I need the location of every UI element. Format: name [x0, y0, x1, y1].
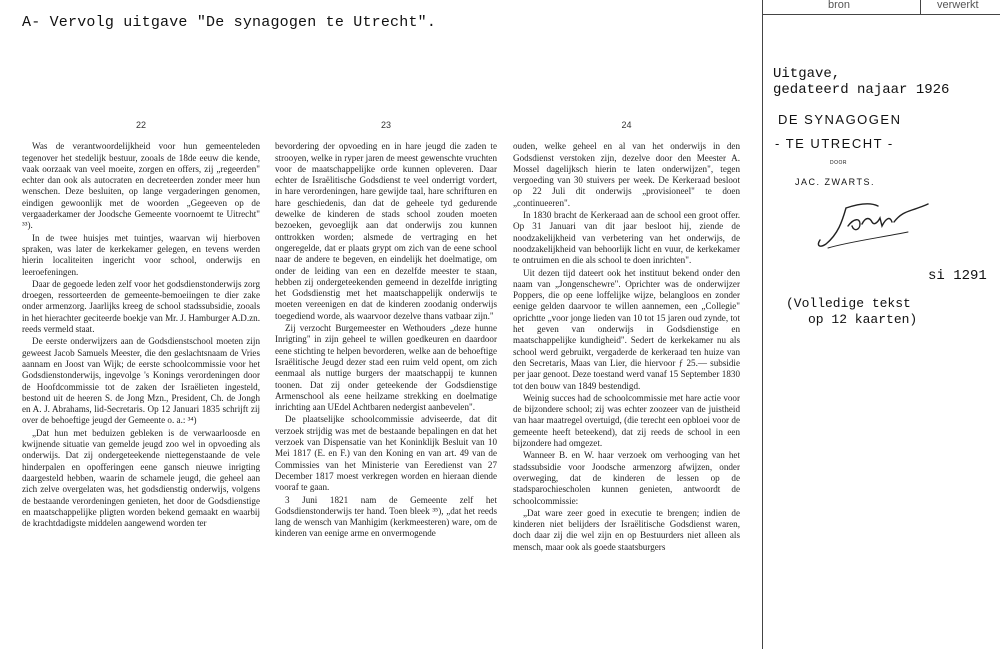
paragraph: Uit dezen tijd dateert ook het instituut bekend onder den naam van „Jongenschewre". Oprichter was de onderwijzer Poppers, die op eene loffelijke wijze, belangloos en zonder eenige gelden daarvoor te willen aannemen, een „Collegie" oprichtte „voor jonge lieden van 10 tot 15 jaren oud zynde, tot het geven van onderwijs in Godsdienstige en maatschappelijke kundigheid". Sedert de kerkekamer nu als school werd gebruikt, vergaderde de kerkeraad ten huize van den Secretaris, Maas van Lier, die hiervoor ƒ 25.— subsidie per jaar genoot. Deze toestand werd vanaf 15 September 1830 tot den bouw van 1849 bestendigd.	[513, 267, 740, 391]
paragraph: bevordering der opvoeding en in hare jeugd die zaden te strooyen, welke in ryper jaren de meest gewenschte vruchten voor de maatschappelijke orde kunnen opleveren. Daar echter de Israëlitische Godsdienst te veel onderrigt vordert, in hare verordeningen, hare gewijde taal, hare schrifturen en hare geschiedenis, dan dat de geheele tyd gedurende dewelke de kinderen de stads school zouden moeten bezoeken, gevoeglijk aan dat onderwijs zou kunnen onttrokken worden; alsmede de vertraging en het ongeregelde, dat er plaats grypt om zich van de eene school naar de andere te begeven, en eindelijk het doelmatige, om onder de leiding van een en dezelfde meester te staan, hebben zij ondergeteekenden gemeend in dezelfde inrigting het Godsdienstig met het maatschappelijk onderwijs te moeten vereenigen en dat de kinderen zoodanig onderwijs toegediend worde, als waarvoor dezelve thans vatbaar zijn."	[275, 141, 497, 321]
left-column-divider	[762, 0, 763, 649]
author-name: JAC. ZWARTS.	[795, 177, 876, 187]
tab-bron: bron	[828, 0, 851, 11]
paragraph: 3 Juni 1821 nam de Gemeente zelf het Godsdienstonderwijs ter hand. Toen bleek ³⁵), „dat het reeds lang de wensch van Manhigim (kerkmeesteren) ware, om de kinderen van eenige arme en onvermogende	[275, 494, 497, 539]
door-label: DOOR	[830, 160, 847, 166]
catalog-code: si 1291	[928, 268, 987, 284]
paragraph: Wanneer B. en W. haar verzoek om verhooging van het stadssubsidie voor Joodsche armenzorg afwijzen, onder overweging, dat de kinderen de lessen op de stadsparochiescholen kunnen genieten, antwoordt de schoolcommissie:	[513, 450, 740, 506]
page-column-24	[513, 120, 740, 553]
paragraph: Weinig succes had de schoolcommissie met hare actie voor de bijzondere school; zij was echter zoozeer van de juistheid van haar maatregel overtuigd, (die terecht een opbloei voor de gemeente heeft beteekend), dat zij reeds de school in een bijzondere had omgezet.	[513, 392, 740, 449]
paragraph: Daar de gegoede leden zelf voor het godsdienstonderwijs zorg droegen, ressorteerden de gemeente-bemoeiingen te dier zake onder armenzorg. Jaarlijks kreeg de school stadssubsidie, zooals in het hierachter geciteerde boekje van Mr. J. Hamburger A.D.zn. reeds vermeld staat.	[22, 278, 260, 335]
paragraph: Was de verantwoordelijkheid voor hun gemeenteleden tegenover het stedelijk bestuur, zooals de 18de eeuw die kende, vaak oorzaak van veel moeite, zorgen en offers, zij „regeerden" echter dan ook als autocraten en decreteerden zonder meer hun wenschen. Deze besluiten, op lange vergaderingen genomen, eindigen gewoonlijk met de woorden „Gegeeven op de vergaaderkamer der Joodsche Gemeente voornoemt te Uitrecht" ³³).	[22, 141, 260, 231]
paragraph: De plaatselijke schoolcommissie adviseerde, dat dit verzoek strijdig was met de bestaande bepalingen en dat het verzoek van Dispensatie van het Koninklijk Besluit van 10 Mei 1817 (E. en F.) van den Koning en van art. 49 van de Commissies van het Ministerie van Eeredienst van 27 December 1817 moest verkregen worden en hieraan diende vooraf te gaan.	[275, 414, 497, 493]
paragraph: ouden, welke geheel en al van het onderwijs in den Godsdienst verstoken zijn, dezelve door den Meester A. Mossel dagelijksch hierin te laten onderwijzen", tegen vergoeding van 30 stuivers per week. De Kerkeraad besloot op 22 Juli dit onderwijs „provisioneel" te doen „continueeren".	[513, 141, 740, 208]
paragraph: „Dat hun met beduizen gebleken is de verwaarloosde en kwijnende situatie van gemelde jeugd zoo wel in opvoeding als onderwijs. Dat zij ondergeteekende niettegenstaande de vele hinderpalen en opofferingen eene gansch nieuwe inrigting daargesteld hebben, waarin de schamele jeugd, die geheel aan zich zelve overgelaten was, het godsdienstig onderwijs, volgens de bestaande verordeningen genieten, het door de Godsdienstige en maatschappelijke pligten worden bekend gemaakt en waarbij de krachtdadigste middelen aangewend worden ter	[22, 427, 260, 529]
paragraph: Zij verzocht Burgemeester en Wethouders „deze hunne Inrigting" in zijn geheel te willen goedkeuren en daardoor eene stichting te helpen bevorderen, welke aan de behoeftige Israëlitische Jeugd dezer stad een ruim veld opent, om zich eenmaal als nuttige burgers der maatschappij te kunnen toonen. Dat zij onder geteekende der Godsdienstige Armenschool als eene heilzame strekking en doelmatige inrichting aan UEdel Achtbaren nedergist aanbevelen".	[275, 323, 497, 413]
page-number: 24	[621, 120, 632, 130]
page-column-22	[22, 120, 260, 529]
page-number: 23	[380, 120, 391, 130]
paragraph: De eerste onderwijzers aan de Godsdienstschool moeten zijn geweest Jacob Samuels Meester, die den geslachtsnaam de Vries aannam en Joost van Wijk; de eerste schoolcommissie voor het Godsdienstonderwijs, ingevolge 's Konings verordeningen door de Hoofdcommissie tot de zaken der Israëlieten ingesteld, bestond uit de heeren S. de Jong Mzn., President, Ch. de Jongh en A. J. Abrahams, lid-Secretaris. Op 12 Januari 1835 schrijft zij over de behoeftige jeugd der Gemeente o. a.: ³⁴)	[22, 336, 260, 426]
paragraph: In de twee huisjes met tuintjes, waarvan wij hierboven spraken, was later de kerkekamer gelegen, en tevens werden hierin localiteiten ingericht voor school, onderwijs en leeroefeningen.	[22, 232, 260, 277]
paragraph: In 1830 bracht de Kerkeraad aan de school een groot offer. Op 31 Januari van dit jaar besloot hij, ziende de noodzakelijkheid van verbetering van het onderwijs, de noodzakelijkheid van behoorlijk licht en vuur, de kerkekamer te ontruimen en die als school te doen inrichten".	[513, 210, 740, 266]
card-header-title: A- Vervolg uitgave "De synagogen te Utrecht".	[22, 14, 437, 31]
tab-verwerkt: verwerkt	[937, 0, 979, 11]
signature-icon	[808, 192, 938, 256]
note-line-2: op 12 kaarten)	[808, 312, 918, 327]
paragraph: „Dat ware zeer goed in executie te brengen; indien de kinderen niet belijders der Israëlitische Godsdienst waren, doch daar zij die wel zijn en op Bestuurders niet alleen als mensch, maar ook als goede staatsburgers	[513, 507, 740, 552]
book-subtitle: - TE UTRECHT -	[775, 136, 894, 151]
note-line-1: (Volledige tekst	[786, 296, 911, 311]
page-column-23	[275, 120, 497, 540]
page-number: 22	[135, 120, 146, 130]
edition-label: Uitgave,	[773, 66, 841, 82]
book-title: DE SYNAGOGEN	[778, 112, 902, 127]
edition-date: gedateerd najaar 1926	[773, 82, 950, 98]
tab-divider	[920, 0, 921, 14]
